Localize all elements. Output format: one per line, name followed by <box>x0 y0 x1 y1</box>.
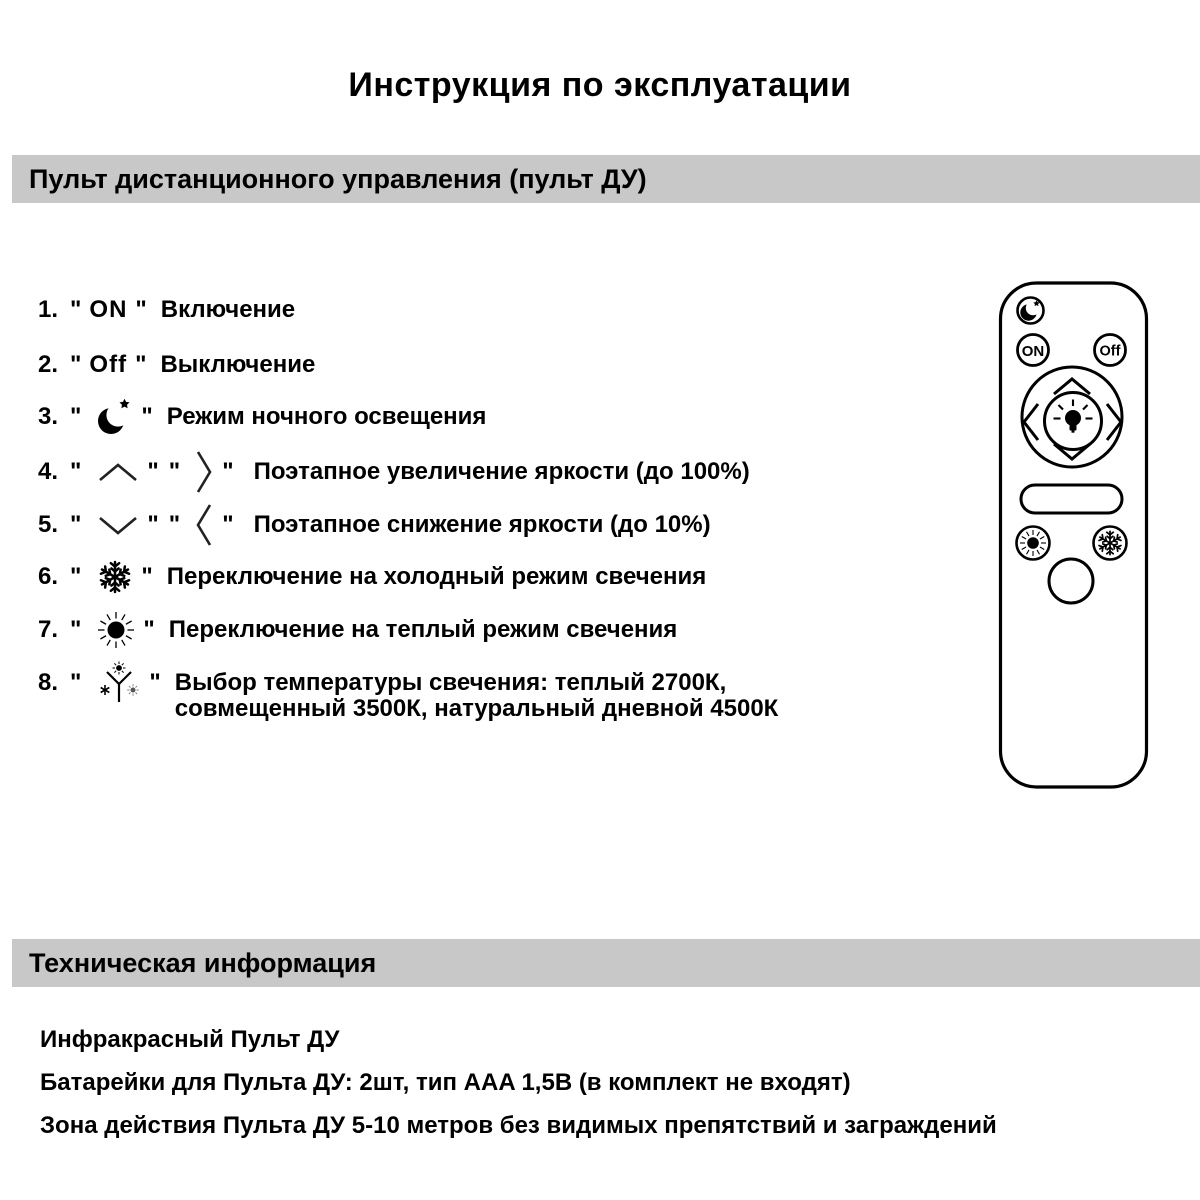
sun-icon <box>96 610 136 650</box>
quote-mark: " <box>70 511 82 538</box>
remote-illustration <box>997 280 1149 790</box>
chevron-down-icon <box>96 513 140 537</box>
instruction-item-3 <box>38 394 486 440</box>
quote-mark: " <box>222 458 234 485</box>
quote-mark: " <box>149 669 161 696</box>
item-number: 4. <box>38 458 59 485</box>
section-header-remote-label: Пульт дистанционного управления (пульт ДУ) <box>29 163 647 194</box>
item-number: 6. <box>38 563 59 590</box>
instruction-item-2 <box>38 342 315 388</box>
warm-mode-button <box>1017 527 1050 560</box>
item-label: Поэтапное снижение яркости (до 10%) <box>253 511 711 538</box>
quote-mark: " <box>70 616 82 643</box>
item-label: Включение <box>160 296 296 323</box>
quote-mark: " <box>141 403 153 430</box>
instruction-item-5 <box>38 502 711 548</box>
item-number: 3. <box>38 403 59 430</box>
item-label-line2: совмещенный 3500К, натуральный дневной 4500К <box>174 695 779 722</box>
instruction-item-4 <box>38 449 750 495</box>
temperature-select-icon <box>96 661 142 705</box>
item-label: Переключение на теплый режим свечения <box>168 616 678 643</box>
tech-info-line: Батарейки для Пульта ДУ: 2шт, тип AAA 1,5В (в комплект не входят) <box>40 1069 851 1096</box>
tech-info-line: Инфракрасный Пульт ДУ <box>40 1026 340 1053</box>
quote-mark: " <box>70 351 82 378</box>
item-label <box>175 661 779 721</box>
quote-mark: " <box>135 296 147 323</box>
item-label-line1: Выбор температуры свечения: теплый 2700К, <box>174 669 727 696</box>
quote-mark: " <box>70 669 82 696</box>
night-mode-button <box>1018 298 1044 324</box>
quote-mark: " <box>70 403 82 430</box>
angle-right-icon <box>193 448 215 496</box>
item-label: Выключение <box>160 351 316 378</box>
quote-mark: " <box>147 458 159 485</box>
quote-mark: " <box>168 511 181 538</box>
item-label: Режим ночного освещения <box>166 403 487 430</box>
svg-text:Off: Off <box>1099 343 1121 360</box>
quote-mark: " <box>70 296 82 323</box>
section-header-tech <box>12 939 1200 987</box>
section-header-tech-label: Техническая информация <box>29 947 377 978</box>
item-number: 1. <box>38 296 59 323</box>
svg-text:ON: ON <box>1021 343 1045 360</box>
chevron-up-icon <box>96 460 140 484</box>
item-number: 8. <box>38 669 59 696</box>
quote-mark: " <box>168 458 181 485</box>
quote-mark: " <box>141 563 153 590</box>
snowflake-icon <box>96 558 134 596</box>
angle-left-icon <box>193 501 215 549</box>
quote-mark: " <box>70 563 82 590</box>
on-code: ON <box>89 296 128 323</box>
page-title: Инструкция по эксплуатации <box>348 66 852 104</box>
crescent-moon-with-star-icon <box>96 395 134 439</box>
instruction-item-8 <box>38 661 779 722</box>
instruction-item-7 <box>38 607 677 653</box>
instruction-item-6 <box>38 554 706 600</box>
instruction-item-1 <box>38 287 295 333</box>
tech-info-line: Зона действия Пульта ДУ 5-10 метров без видимых препятствий и заграждений <box>40 1112 997 1139</box>
item-number: 5. <box>38 511 59 538</box>
off-code: Off <box>89 351 128 378</box>
quote-mark: " <box>147 511 159 538</box>
quote-mark: " <box>135 351 147 378</box>
item-label: Поэтапное увеличение яркости (до 100%) <box>253 458 750 485</box>
section-header-remote <box>12 155 1200 203</box>
item-number: 2. <box>38 351 59 378</box>
quote-mark: " <box>222 511 234 538</box>
item-label: Переключение на холодный режим свечения <box>166 563 707 590</box>
item-number: 7. <box>38 616 59 643</box>
quote-mark: " <box>143 616 155 643</box>
quote-mark: " <box>70 458 82 485</box>
